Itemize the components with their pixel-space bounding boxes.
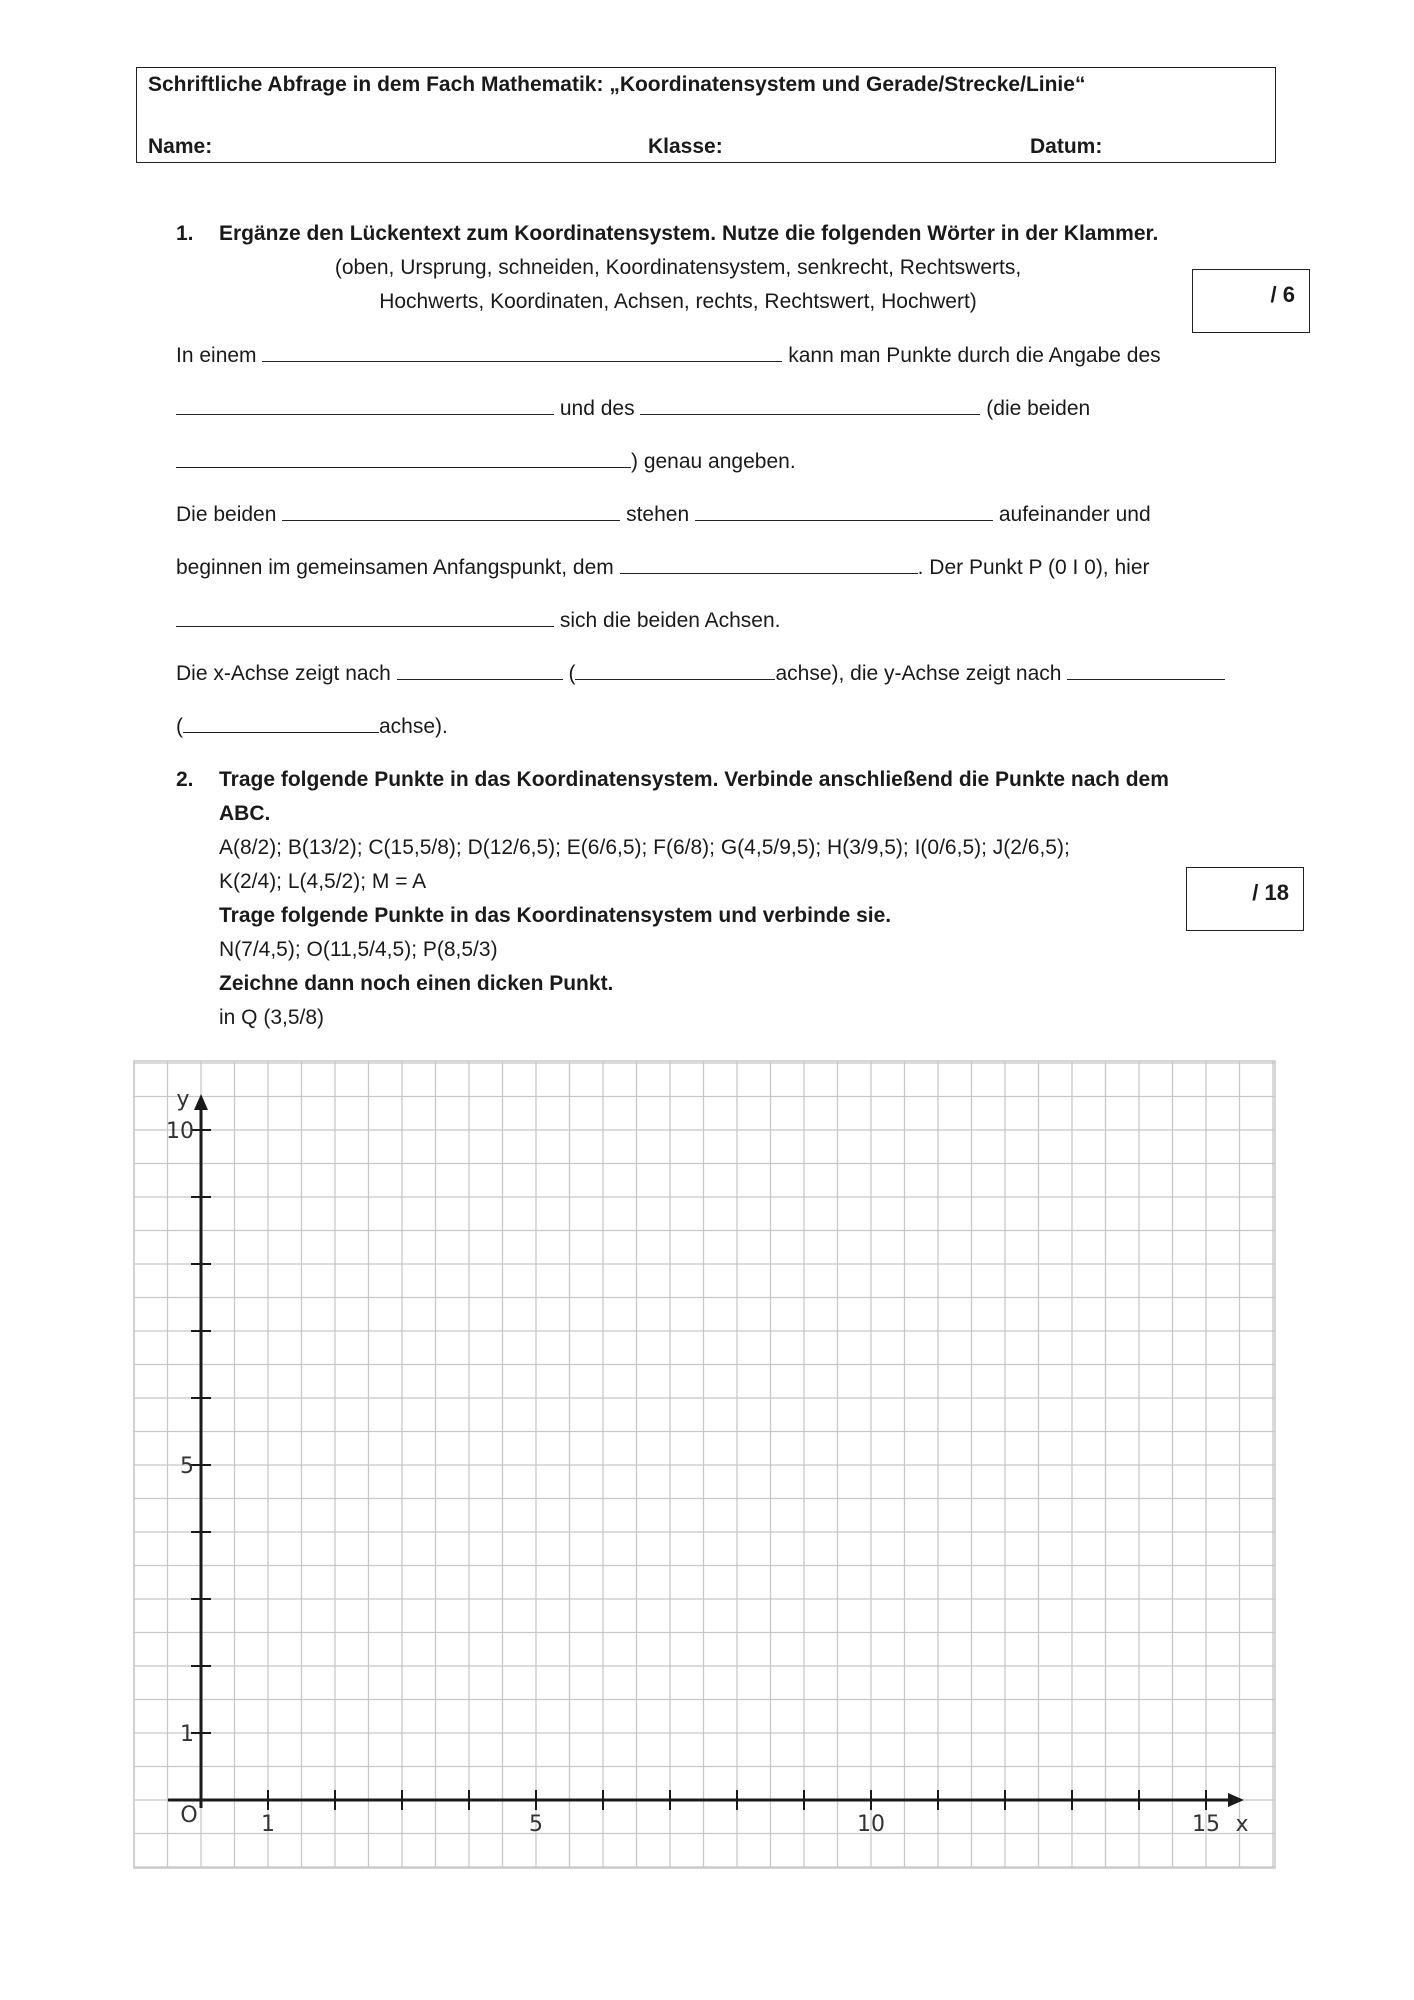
worksheet-title: Schriftliche Abfrage in dem Fach Mathematik: „Koordinatensystem und Gerade/Strecke/Linie“: [148, 73, 1086, 96]
x-axis-arrow: [1228, 1793, 1244, 1807]
cloze-text: achse).: [379, 715, 448, 738]
y-tick-label: 10: [166, 1119, 194, 1144]
cloze-text: Die x-Achse zeigt nach: [176, 662, 391, 685]
task2-instruction-line1: Trage folgende Punkte in das Koordinatensystem. Verbinde anschließend die Punkte nach dem: [219, 768, 1169, 791]
cloze-text: ) genau angeben.: [631, 450, 796, 473]
cloze-text: (: [568, 662, 576, 685]
cloze-text: aufeinander und: [998, 503, 1151, 526]
task1-number: 1.: [176, 222, 194, 245]
cloze-text: beginnen im gemeinsamen Anfangspunkt, dem: [176, 556, 614, 579]
y-tick-label: 5: [180, 1454, 194, 1479]
y-tick-label: 1: [180, 1722, 194, 1747]
task1-word-list-line2: Hochwerts, Koordinaten, Achsen, rechts, Rechtswert, Hochwert): [379, 290, 977, 313]
cloze-text: kann man Punkte durch die Angabe des: [788, 344, 1161, 367]
cloze-text: stehen: [626, 503, 690, 526]
y-axis-label: y: [176, 1087, 190, 1112]
date-label: Datum:: [1030, 135, 1103, 158]
task2-number: 2.: [176, 768, 194, 791]
task1-instruction: Ergänze den Lückentext zum Koordinatensystem. Nutze die folgenden Wörter in der Klammer.: [219, 222, 1159, 245]
x-tick-label: 1: [261, 1812, 275, 1837]
task2-instruction-line2: ABC.: [219, 802, 271, 825]
task2-point3: in Q (3,5/8): [219, 1006, 325, 1029]
class-label: Klasse:: [648, 135, 723, 158]
cloze-text: achse), die y-Achse zeigt nach: [775, 662, 1062, 685]
origin-label: O: [180, 1803, 198, 1828]
cloze-text: und des: [559, 397, 635, 420]
task2-score-box[interactable]: / 18: [1186, 867, 1304, 931]
x-tick-label: 5: [529, 1812, 543, 1837]
task2-points-line2: K(2/4); L(4,5/2); M = A: [219, 870, 427, 893]
cloze-text: (die beiden: [986, 397, 1091, 420]
cloze-text: (: [176, 715, 183, 738]
x-axis-label: x: [1235, 1812, 1249, 1837]
task2-instruction3: Zeichne dann noch einen dicken Punkt.: [219, 972, 614, 995]
task2-points-line1: A(8/2); B(13/2); C(15,5/8); D(12/6,5); E(6/6,5); F(6/8); G(4,5/9,5); H(3/9,5); I(0/6,5); J(2/6,5);: [219, 836, 1070, 859]
x-tick-label: 10: [857, 1812, 885, 1837]
cloze-text: sich die beiden Achsen.: [559, 609, 781, 632]
task1-word-list-line1: (oben, Ursprung, schneiden, Koordinatensystem, senkrecht, Rechtswerts,: [334, 256, 1022, 279]
task2-points2: N(7/4,5); O(11,5/4,5); P(8,5/3): [219, 938, 498, 961]
cloze-text: Die beiden: [176, 503, 277, 526]
task1-score-box[interactable]: / 6: [1192, 269, 1310, 333]
cloze-text: In einem: [176, 344, 257, 367]
cloze-text: . Der Punkt P (0 I 0), hier: [917, 556, 1150, 579]
x-tick-label: 15: [1192, 1812, 1220, 1837]
task2-instruction2: Trage folgende Punkte in das Koordinatensystem und verbinde sie.: [219, 904, 892, 927]
name-label: Name:: [148, 135, 213, 158]
